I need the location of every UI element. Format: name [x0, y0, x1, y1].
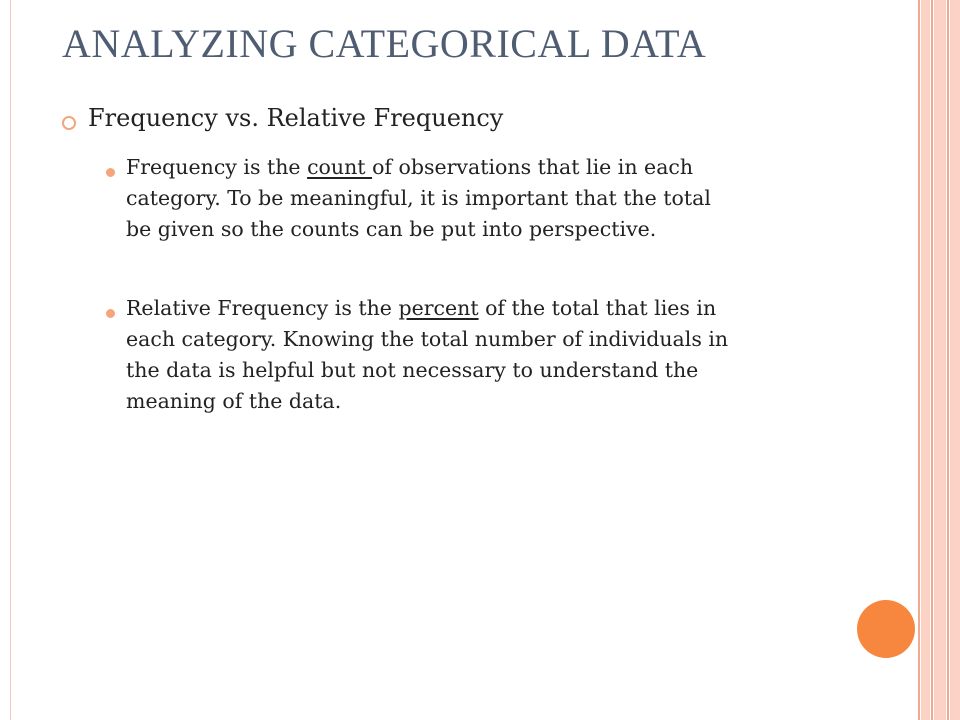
underlined-word: percent: [398, 296, 479, 320]
paragraph-line: Relative Frequency is the percent of the total that lies in: [126, 296, 717, 320]
paragraph-line: the data is helpful but not necessary to understand the: [126, 358, 699, 382]
underlined-word: count: [307, 155, 373, 179]
relative-frequency-paragraph: [126, 293, 886, 417]
dot-bullet-icon: [106, 309, 115, 318]
paragraph-line: Frequency is the count of observations that lie in each: [126, 155, 694, 179]
paragraph-line: category. To be meaningful, it is important that the total: [126, 186, 711, 210]
dot-bullet-icon: [106, 168, 115, 177]
frequency-paragraph: [126, 152, 886, 245]
slide-title: ANALYZING CATEGORICAL DATA: [62, 21, 707, 66]
paragraph-line: meaning of the data.: [126, 389, 342, 413]
heading-text: Frequency vs. Relative Frequency: [88, 104, 504, 132]
ring-bullet-icon: [62, 116, 76, 130]
left-border-line: [10, 0, 11, 720]
accent-circle: [857, 600, 915, 658]
paragraph-line: be given so the counts can be put into perspective.: [126, 217, 657, 241]
paragraph-line: each category. Knowing the total number of individuals in: [126, 327, 729, 351]
